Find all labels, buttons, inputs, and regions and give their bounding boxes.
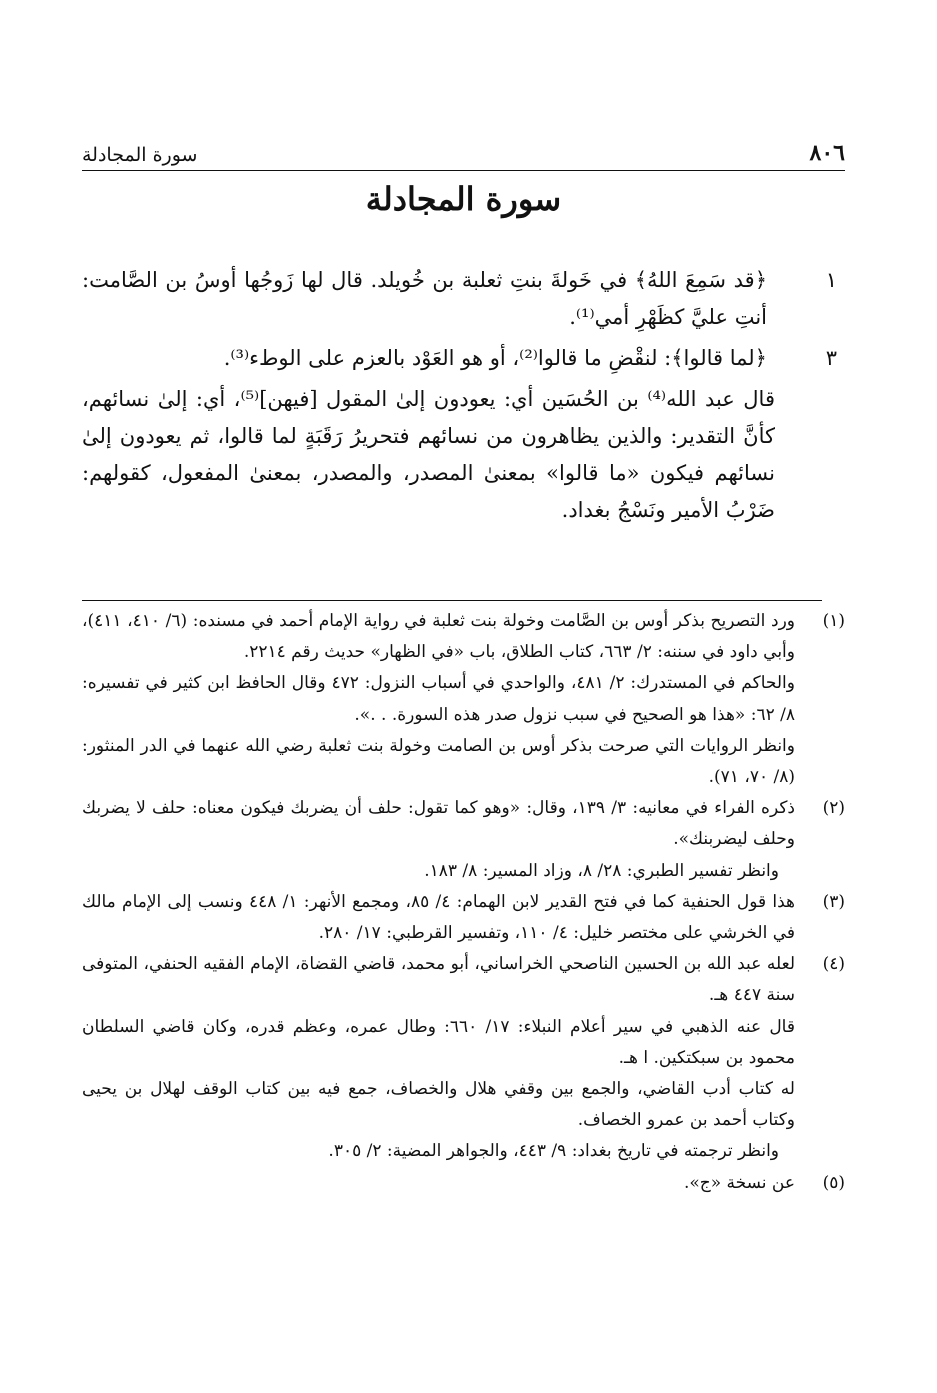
footnote-continuation: وانظر ترجمته في تاريخ بغداد: ٩/ ٤٤٣، والجواهر المضية: ٢/ ٣٠٥. <box>328 1141 779 1162</box>
main-text <box>82 262 845 529</box>
verse-number: ٣ <box>825 346 837 370</box>
footnote <box>82 887 845 949</box>
footnote <box>82 1168 845 1199</box>
verse-block <box>82 340 845 377</box>
footnote <box>82 793 845 855</box>
footnote-continuation: له كتاب أدب القاضي، والجمع بين وقفي هلال والخصاف، جمع فيه بين كتاب الوقف لهلال بن يحيى وكتاب أحمد بن عمرو الخصاف. <box>82 1079 795 1131</box>
footnote-number: (٤) <box>822 954 845 975</box>
footnote-continuation: وانظر تفسير الطبري: ٢٨/ ٨، وزاد المسير: ٨/ ١٨٣. <box>424 860 779 881</box>
footnote-continuation: وانظر الروايات التي صرحت بذكر أوس بن الصامت وخولة بنت ثعلبة رضي الله عنهما في الدر المنثور: (٨/ ٧٠، ٧١). <box>82 735 795 788</box>
footnote-separator <box>82 600 822 601</box>
footnote-number: (٣) <box>822 891 845 912</box>
chapter-title: سورة المجادلة <box>365 180 562 218</box>
verse-text: ﴿قد سَمِعَ اللهُ﴾ في خَولةَ بنتِ ثعلبة بن خُويلد. قال لها زَوجُها أوسُ بن الصَّامت: أنتِ عليَّ كظَهْرِ أمي⁽¹⁾. <box>82 268 767 329</box>
footnote-continuation: قال عنه الذهبي في سير أعلام النبلاء: ١٧/ ٦٦٠: وطال عمره، وعظم قدره، وكان قاضي السلطان محمود بن سبكتكين. ا هـ. <box>82 1016 795 1068</box>
commentary-paragraph: قال عبد الله⁽⁴⁾ بن الحُسَين أي: يعودون إلىٰ المقول [فيهن]⁽⁵⁾، أي: إلىٰ نسائهم، كأنَّ التقدير: والذين يظاهرون من نسائهم فتحريرُ رَقَبَةٍ لما قالوا، ثم يعودون إلىٰ نسائهم فيكون «ما قالوا» بمعنىٰ المصدر، والمصدر، بمعنىٰ المفعول، كقولهم: ضَرْبُ الأمير ونَسْجُ بغداد. <box>82 387 775 522</box>
footnote-number: (٥) <box>822 1172 845 1193</box>
footnote-text: عن نسخة «ج». <box>683 1172 795 1193</box>
footnote-text: ورد التصريح بذكر أوس بن الصَّامت وخولة بنت ثعلبة في رواية الإمام أحمد في مسنده: (٦/ ٤١٠، ٤١١)، وأبي داود في سننه: ٢/ ٦٦٣، كتاب الطلاق، باب «في الظهار» حديث رقم ٢٢١٤. <box>82 611 795 663</box>
footnote-continuation: والحاكم في المستدرك: ٢/ ٤٨١، والواحدي في أسباب النزول: ٤٧٢ وقال الحافظ ابن كثير في تفسيره: ٨/ ٦٢: «هذا هو الصحيح في سبب نزول صدر هذه السورة. . .». <box>82 673 795 725</box>
page-number: ٨٠٦ <box>809 140 845 166</box>
verse-text: ﴿لما قالوا﴾: لنقْضِ ما قالوا⁽²⁾، أو هو العَوْد بالعزم على الوطء⁽³⁾. <box>223 346 767 370</box>
footnote <box>82 606 845 668</box>
running-header <box>82 130 845 171</box>
footnote-text: ذكره الفراء في معانيه: ٣/ ١٣٩، وقال: «وهو كما تقول: حلف أن يضربك فيكون معناه: حلف لا يضربك وحلف ليضربنك». <box>82 798 796 850</box>
footnote-text: لعله عبد الله بن الحسين الناصحي الخراساني، أبو محمد، قاضي القضاة، الإمام الفقيه الحنفي، المتوفى سنة ٤٤٧ هـ. <box>82 954 795 1006</box>
footnote-number: (١) <box>822 611 845 631</box>
footnote <box>82 949 845 1011</box>
footnote-number: (٢) <box>822 798 845 819</box>
footnotes <box>82 606 845 1199</box>
running-title: سورة المجادلة <box>82 144 198 166</box>
verse-number: ١ <box>825 268 837 292</box>
verse-block <box>82 262 845 336</box>
footnote-text: هذا قول الحنفية كما في فتح القدير لابن الهمام: ٤/ ٨٥، ومجمع الأنهر: ١/ ٤٤٨ ونسب إلى الإمام مالك في الخرشي على مختصر خليل: ٤/ ١١٠، وتفسير القرطبي: ١٧/ ٢٨٠. <box>82 891 796 944</box>
